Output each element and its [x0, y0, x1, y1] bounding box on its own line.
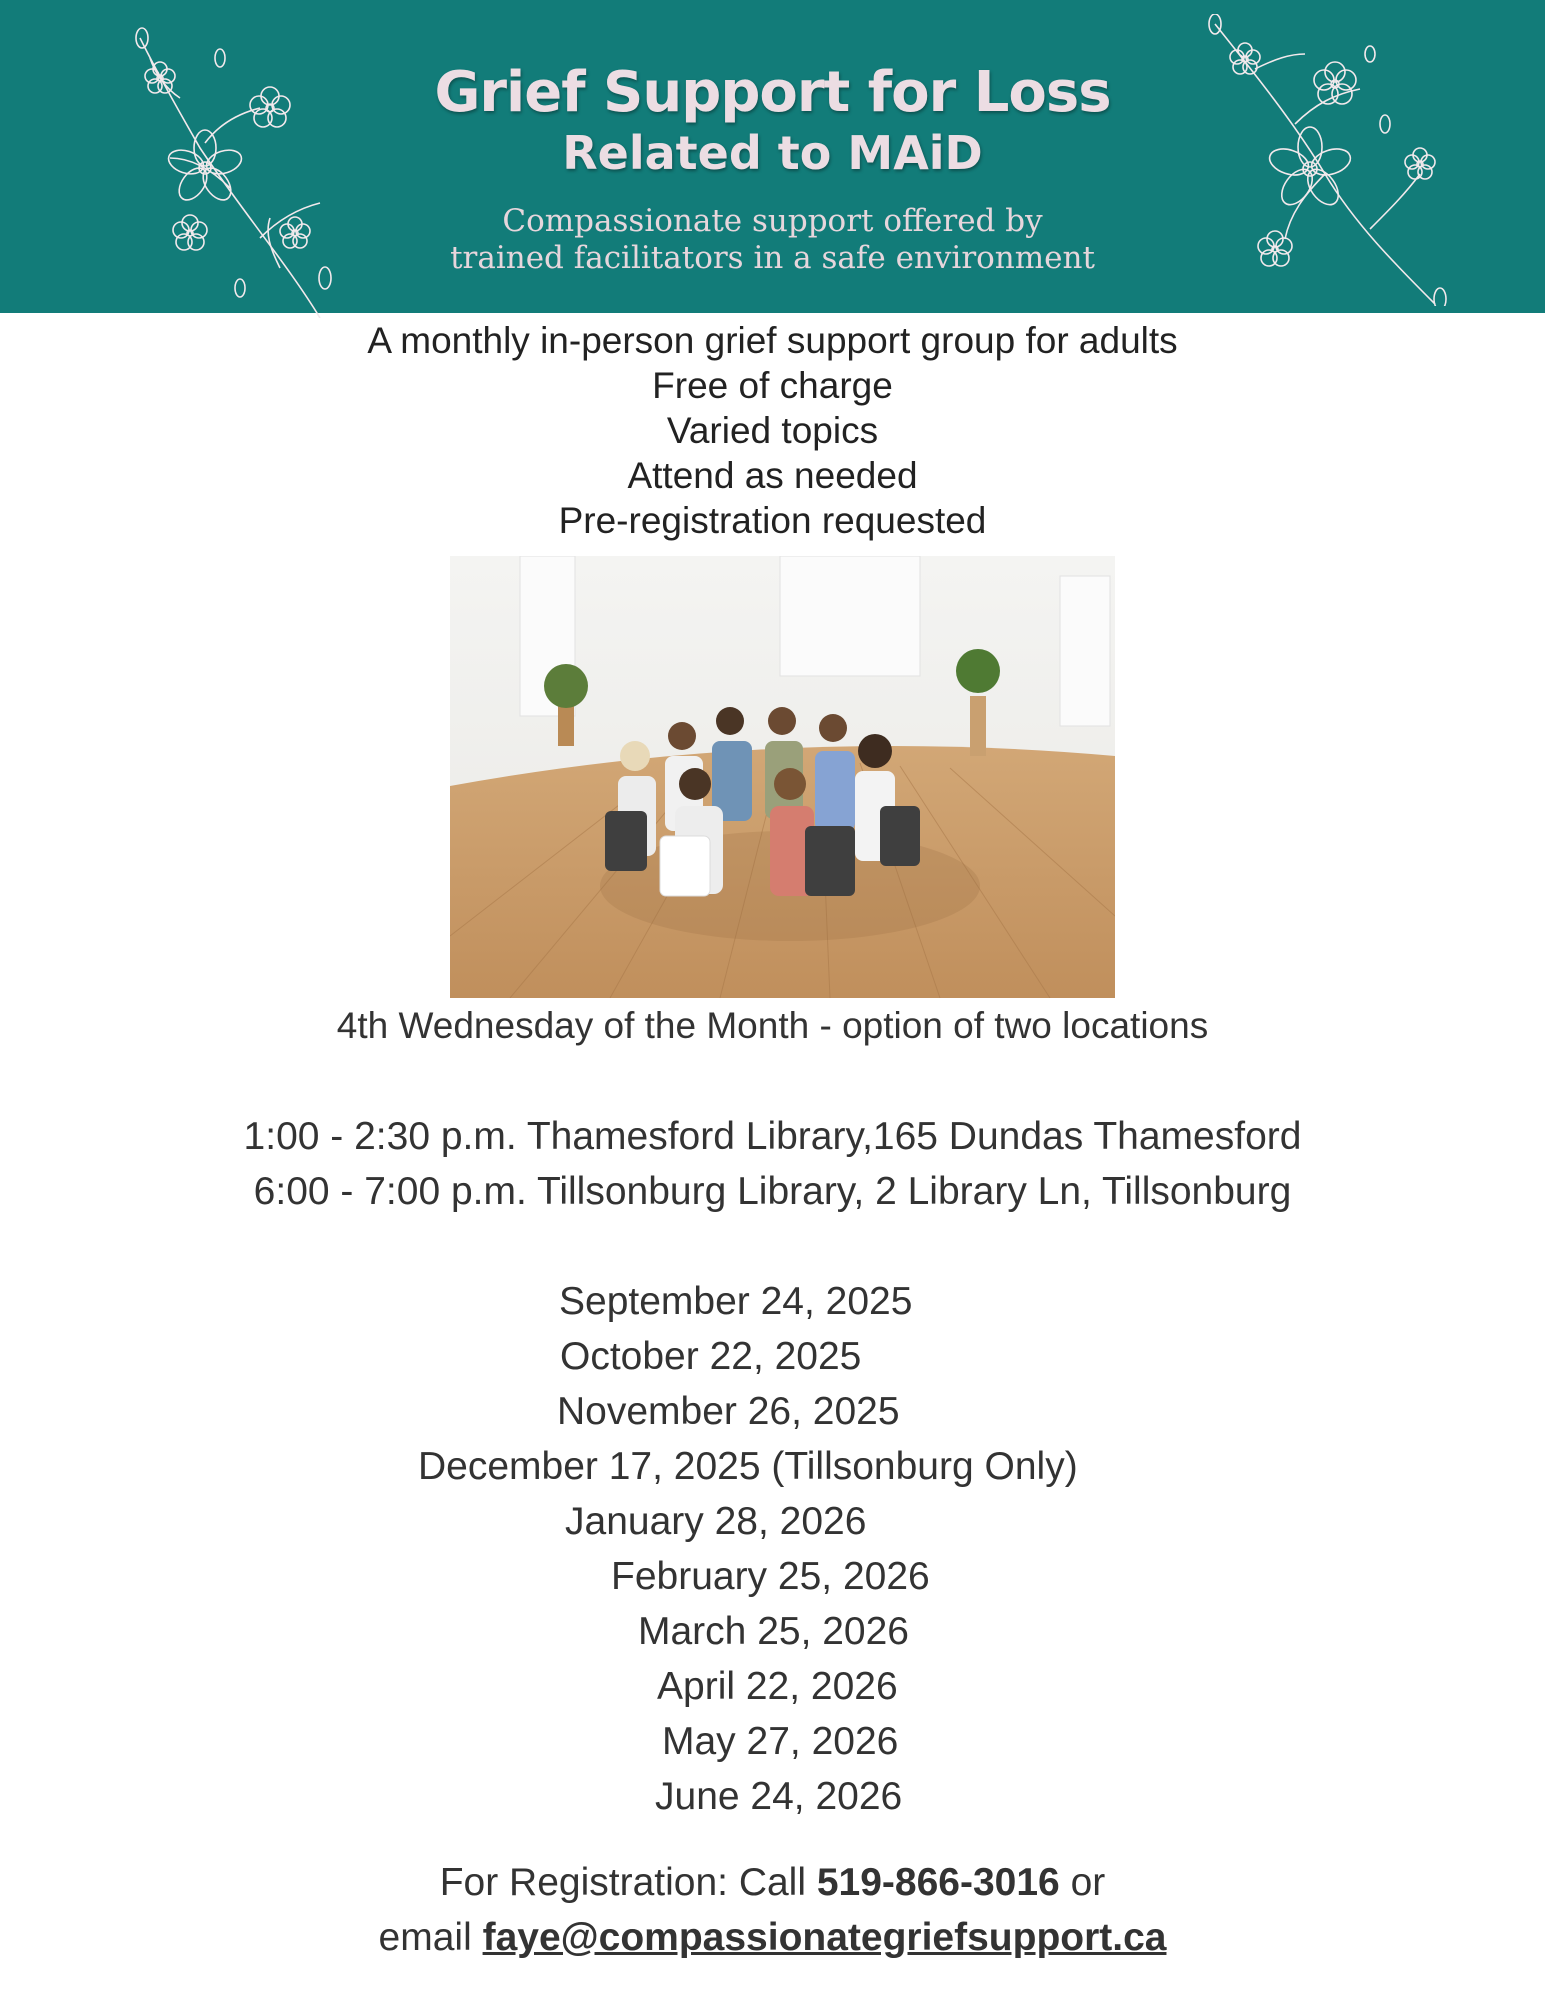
date-item: May 27, 2026: [662, 1720, 899, 1763]
date-item: October 22, 2025: [560, 1335, 862, 1378]
feature-item: Pre-registration requested: [558, 500, 987, 541]
date-item: December 17, 2025 (Tillsonburg Only): [418, 1445, 1078, 1488]
date-item: January 28, 2026: [565, 1500, 867, 1543]
feature-list: [0, 318, 1545, 543]
feature-item: Free of charge: [652, 365, 893, 406]
location-tillsonburg: 6:00 - 7:00 p.m. Tillsonburg Library, 2 Library Ln, Tillsonburg: [253, 1170, 1292, 1213]
registration-phone-line: [0, 1855, 1545, 1910]
date-item: March 25, 2026: [638, 1610, 910, 1653]
date-item: November 26, 2025: [557, 1390, 900, 1433]
feature-item: Varied topics: [666, 410, 879, 451]
registration-prefix: For Registration: Call: [439, 1861, 807, 1904]
title-line-1: Grief Support for Loss: [434, 60, 1111, 125]
schedule-heading: 4th Wednesday of the Month - option of two locations: [336, 1005, 1209, 1046]
date-item: June 24, 2026: [655, 1775, 903, 1818]
registration-email-line: [0, 1910, 1545, 1965]
subtitle: [0, 203, 1545, 277]
feature-item: A monthly in-person grief support group for adults: [367, 320, 1178, 361]
date-item: September 24, 2025: [559, 1280, 913, 1323]
date-item: February 25, 2026: [611, 1555, 930, 1598]
subtitle-line-1: Compassionate support offered by: [502, 203, 1043, 239]
registration-info: [0, 1855, 1545, 1965]
subtitle-line-2: trained facilitators in a safe environment: [450, 240, 1095, 276]
date-item: April 22, 2026: [657, 1665, 898, 1708]
feature-item: Attend as needed: [627, 455, 918, 496]
phone-number[interactable]: 519-866-3016: [816, 1861, 1060, 1904]
email-link[interactable]: faye@compassionategriefsupport.ca: [482, 1916, 1167, 1959]
header-banner: [0, 0, 1545, 313]
title-line-2: Related to MAiD: [562, 126, 983, 180]
location-thamesford: 1:00 - 2:30 p.m. Thamesford Library,165 Dundas Thamesford: [243, 1115, 1302, 1158]
registration-connector: or: [1070, 1861, 1106, 1904]
email-prefix: email: [378, 1916, 472, 1959]
support-group-photo: [450, 556, 1115, 998]
